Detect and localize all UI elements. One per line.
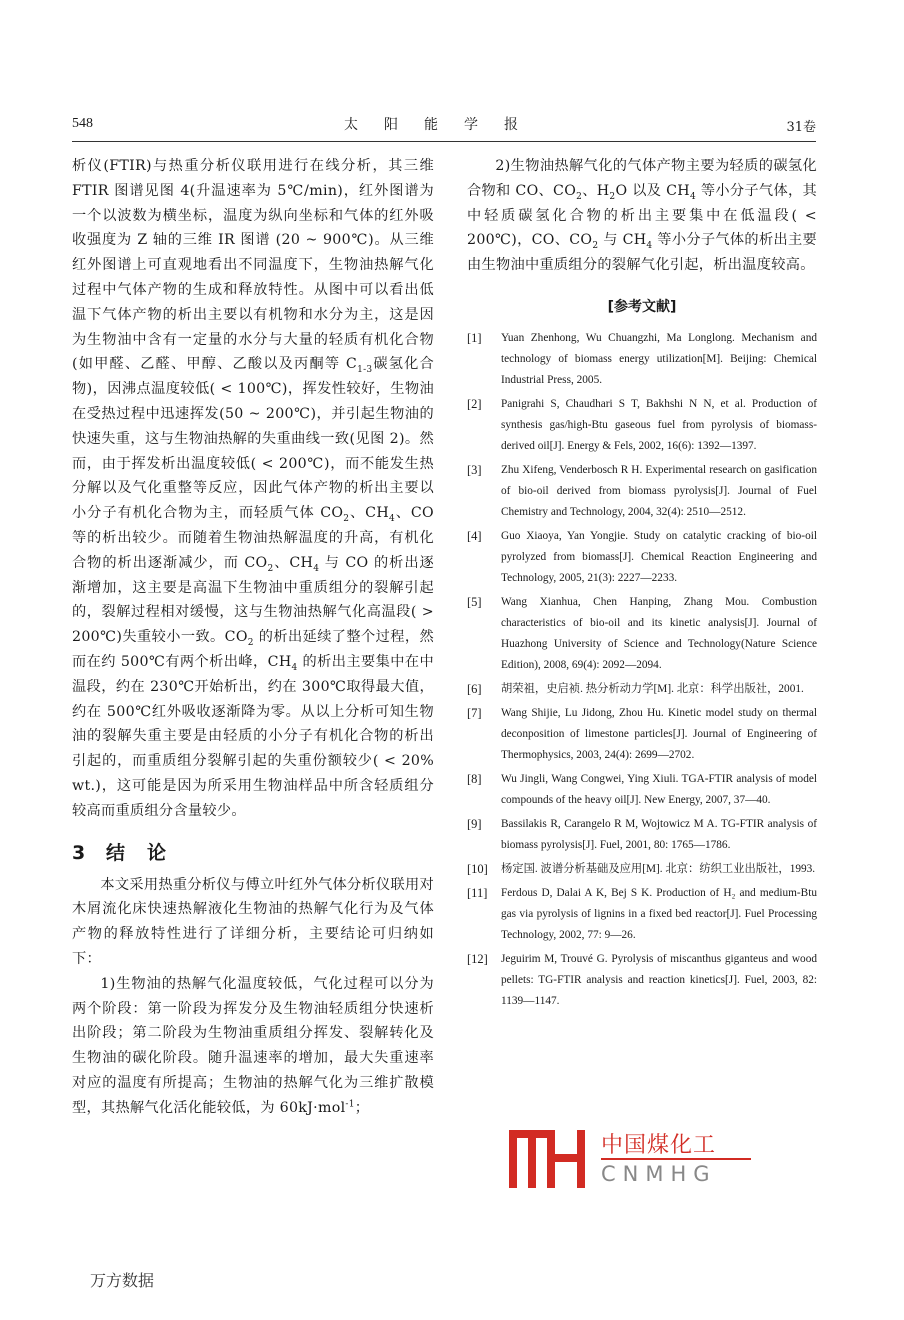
reference-item — [467, 814, 817, 856]
section-number: 3 — [72, 841, 86, 864]
reference-text: Guo Xiaoya, Yan Yongjie. Study on catalytic cracking of bio-oil pyrolyzed from biomass[J]. Chemical Reaction Engineering and Technology, 2005, 21(3): 2227—2233. — [501, 529, 817, 584]
section-title: 结论 — [106, 841, 189, 864]
conclusion-item-1: 1)生物油的热解气化温度较低，气化过程可以分为两个阶段：第一阶段为挥发分及生物油轻质组分快速析出阶段；第二阶段为生物油重质组分挥发、裂解转化及生物油的碳化阶段。随升温速率的增加，最大失重速率对应的温度有所提高；生物油的热解气化为三维扩散模型，其热解气化活化能较低，为 60kJ·mol$^{-1}$； — [72, 975, 434, 1116]
source-footer: 万方数据 — [90, 1271, 155, 1290]
reference-item — [467, 679, 817, 700]
reference-item — [467, 592, 817, 676]
body-paragraph: 析仪(FTIR)与热重分析仪联用进行在线分析，其三维 FTIR 图谱见图 4(升温速率为 5℃/min)，红外图谱为一个以波数为横坐标，温度为纵向坐标和气体的红外吸收强度为 Z 轴的三维 IR 图谱 (20 ~ 900℃)。从三维红外图谱上可直观地看出不同温度下，生物油热解气化过程中气体产物的生成和释放特性。从图中可以看出低温下气体产物的析出主要以有机物和水分为主，这是因为生物油中含有一定量的水分与大量的轻质有机化合物(如甲醛、乙醛、甲醇、乙酸以及丙酮等 $C_{1-3}$碳氢化合物)，因沸点温度较低( < 100℃)，挥发性较好，生物油在受热过程中迅速挥发(50 ~ 200℃)，并引起生物油的快速失重，这与生物油热解的失重曲线一致(见图 2)。然而，由于挥发析出温度较低( < 200℃)，而不能发生热分解以及气化重整等反应，因此气体产物的析出主要以小分子有机化合物为主，而轻质气体 $CO_2$、$CH_4$、CO 等的析出较少。而随着生物油热解温度的升高，有机化合物的析出逐渐减少，而 $CO_2$、$CH_4$ 与 CO 的析出逐渐增加，这主要是高温下生物油中重质组分的裂解引起的，裂解过程相对缓慢，这与生物油热解气化高温段( > 200℃)失重较小一致。$CO_2$ 的析出延续了整个过程，然而在约 500℃有两个析出峰，$CH_4$ 的析出主要集中在中温段，约在 230℃开始析出，约在 300℃取得最大值，约在 500℃红外吸收逐渐降为零。从以上分析可知生物油的裂解失重主要是由轻质的小分子有机化合物的析出引起的，而重质组分裂解引起的失重份额较少( < 20% wt.)，这可能是因为所采用生物油样品中所含轻质组分较高而重质组分含量较少。 — [72, 158, 434, 819]
reference-text: Wang Xianhua, Chen Hanping, Zhang Mou. Combustion characteristics of bio-oil and its kinetic analysis[J]. Journal of Huazhong University of Science and Technology(Nature Science Edition), 2008, 69(4): 2092—2094. — [501, 595, 817, 671]
reference-item — [467, 883, 817, 946]
watermark-cn-text: 中国煤化工 — [601, 1133, 717, 1158]
reference-number: [10] — [467, 861, 488, 876]
references-heading: [参考文献] — [607, 298, 677, 315]
reference-text: Panigrahi S, Chaudhari S T, Bakhshi N N, et al. Production of synthesis gas/high-Btu gaseous fuel from pyrolysis of biomass-derived oil[J]. Energy & Fels, 2002, 16(6): 1392—1397. — [501, 397, 817, 452]
reference-text: Ferdous D, Dalai A K, Bej S K. Production of H₂ and medium-Btu gas via pyrolysis of lignins in a fixed bed reactor[J]. Fuel Processing Technology, 2002, 77: 9—26. — [501, 886, 817, 941]
reference-number: [8] — [467, 771, 482, 786]
reference-item — [467, 394, 817, 457]
reference-text: Zhu Xifeng, Venderbosch R H. Experimental research on gasification of bio-oil derived from biomass pyrolysis[J]. Journal of Fuel Chemistry and Technology, 2004, 32(4): 2510—2512. — [501, 463, 817, 518]
reference-number: [6] — [467, 681, 482, 696]
reference-text: 杨定国. 波谱分析基础及应用[M]. 北京：纺织工业出版社，1993. — [501, 862, 816, 875]
reference-number: [12] — [467, 951, 488, 966]
running-header — [72, 114, 816, 136]
reference-item — [467, 526, 817, 589]
volume-label: 31卷 — [786, 120, 816, 135]
page-number: 548 — [72, 116, 93, 131]
reference-number: [3] — [467, 462, 482, 477]
conclusion-item-2: 2)生物油热解气化的气体产物主要为轻质的碳氢化合物和 CO、$CO_2$、$H_2O$ 以及 $CH_4$ 等小分子气体，其中轻质碳氢化合物的析出主要集中在低温段( < 200℃)，CO、$CO_2$ 与 $CH_4$ 等小分子气体的析出主要由生物油中重质组分的裂解气化引起，析出温度较高。 — [467, 158, 817, 274]
section-heading — [72, 838, 434, 865]
left-column — [72, 154, 434, 1120]
journal-title: 太阳能学报 — [344, 117, 544, 133]
reference-number: [5] — [467, 594, 482, 609]
reference-text: Bassilakis R, Carangelo R M, Wojtowicz M A. TG-FTIR analysis of biomass pyrolysis[J]. Fuel, 2001, 80: 1765—1786. — [501, 817, 817, 851]
reference-text: Yuan Zhenhong, Wu Chuangzhi, Ma Longlong. Mechanism and technology of biomass energy utilization[M]. Beijing: Chemical Industrial Press, 2005. — [501, 331, 817, 386]
cnmhg-logo-icon — [509, 1128, 587, 1188]
reference-number: [1] — [467, 330, 482, 345]
right-column — [467, 154, 817, 1015]
watermark-en-text: CNMHG — [601, 1162, 717, 1186]
reference-text: Jeguirim M, Trouvé G. Pyrolysis of miscanthus giganteus and wood pellets: TG-FTIR analysis and reaction kinetics[J]. Fuel, 2003, 82: 1139—1147. — [501, 952, 817, 1007]
reference-item — [467, 949, 817, 1012]
watermark-underline — [601, 1158, 751, 1160]
reference-item — [467, 460, 817, 523]
reference-list — [467, 328, 817, 1012]
conclusion-intro: 本文采用热重分析仪与傅立叶红外气体分析仪联用对木屑流化床快速热解液化生物油的热解气化行为及气体产物的释放特性进行了详细分析，主要结论可归纳如下： — [72, 876, 434, 967]
reference-text: Wang Shijie, Lu Jidong, Zhou Hu. Kinetic model study on thermal deconposition of limestone particles[J]. Journal of Engineering of Thermophysics, 2003, 24(4): 2699—2702. — [501, 706, 817, 761]
reference-item — [467, 703, 817, 766]
reference-number: [7] — [467, 705, 482, 720]
reference-text: 胡荣祖，史启祯. 热分析动力学[M]. 北京：科学出版社，2001. — [501, 682, 804, 695]
reference-item — [467, 328, 817, 391]
reference-item — [467, 859, 817, 880]
watermark-logo — [509, 1128, 755, 1188]
reference-number: [4] — [467, 528, 482, 543]
reference-text: Wu Jingli, Wang Congwei, Ying Xiuli. TGA-FTIR analysis of model compounds of the heavy oil[J]. New Energy, 2007, 37—40. — [501, 772, 817, 806]
reference-number: [9] — [467, 816, 482, 831]
reference-number: [2] — [467, 396, 482, 411]
reference-item — [467, 769, 817, 811]
header-rule — [72, 141, 816, 142]
reference-number: [11] — [467, 885, 488, 900]
